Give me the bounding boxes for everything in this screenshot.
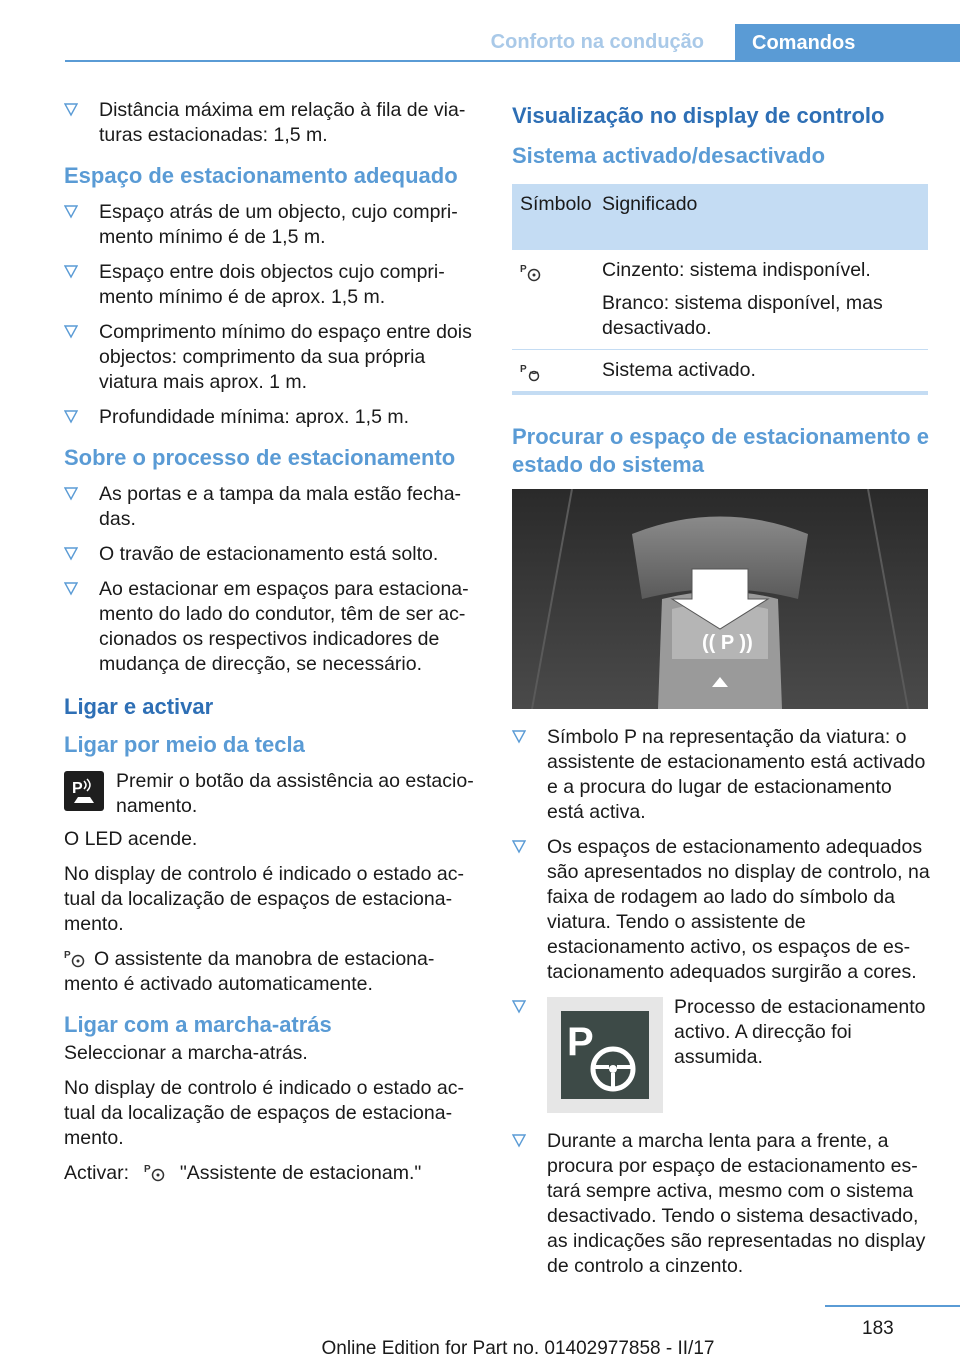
bullet-triangle-icon	[64, 103, 78, 117]
park-assist-inactive-icon	[520, 262, 542, 282]
park-assist-button-icon	[64, 771, 104, 811]
steering-takeover-icon	[547, 997, 663, 1113]
heading-switch-on: Ligar e activar	[64, 694, 214, 719]
list-item: Símbolo P na representação da viatura: o assistente de estacionamento está activado e a procura do lugar de estacionamento está activa.	[512, 725, 932, 825]
list-item: Espaço entre dois objectos cujo comprimento mínimo é de aprox. 1,5 m.	[64, 260, 479, 310]
list-item: As portas e a tampa da mala estão fechadas.	[64, 482, 479, 532]
svg-text:(( P )): (( P ))	[702, 632, 753, 654]
table-header	[512, 184, 928, 250]
bullet-triangle-icon	[64, 487, 78, 501]
activate-line: Activar: P "Assistente de estacionam."	[64, 1162, 422, 1184]
list-item: Espaço atrás de um objecto, cujo comprimento mínimo é de 1,5 m.	[64, 200, 479, 250]
svg-text:P: P	[520, 264, 527, 275]
page-number: 183	[862, 1318, 894, 1339]
display-text-2: No display de controlo é indicado o estado actual da localização de espaços de estacionamento.	[64, 1077, 465, 1149]
list-item: Os espaços de estacionamento adequados são apresentados no display de controlo, na faixa de rodagem ao lado do símbolo da viatura. Tendo o assistente de estacionamento activo, os espaços de estacionamento adequados surgirão a cores.	[512, 835, 932, 985]
park-assist-symbol-icon	[144, 1162, 166, 1182]
heading-suitable-space: Espaço de estacionamento adequado	[64, 163, 458, 188]
bullet-triangle-icon	[64, 582, 78, 596]
header-section: Conforto na condução	[490, 31, 704, 53]
page-number-rule	[825, 1305, 960, 1307]
parking-search-illustration	[512, 489, 928, 709]
led-text: O LED acende.	[64, 828, 198, 850]
auto-activation-text: P O assistente da manobra de estacionamento é activado automaticamente.	[64, 948, 435, 995]
heading-switch-button: Ligar por meio da tecla	[64, 732, 305, 757]
park-assist-active-icon	[520, 362, 542, 382]
list-item: Comprimento mínimo do espaço entre dois objectos: comprimento da sua própria viatura mais aprox. 1 m.	[64, 320, 479, 395]
svg-text:P: P	[567, 1020, 594, 1064]
bullet-triangle-icon	[64, 265, 78, 279]
list-item: Ao estacionar em espaços para estacionamento do lado do condutor, têm de ser accionados os respectivos indicadores de mudança de direcção, se necessário.	[64, 577, 479, 677]
bullet-triangle-icon	[512, 1134, 526, 1148]
left-column	[64, 98, 479, 1196]
heading-reverse-gear: Ligar com a marcha-atrás	[64, 1012, 332, 1037]
heading-search-status: Procurar o espaço de estacionamento e estado do sistema	[512, 424, 929, 477]
column-header-symbol: Símbolo	[520, 193, 592, 215]
column-header-meaning: Significado	[602, 193, 698, 215]
right-column	[512, 98, 932, 1289]
bullet-triangle-icon	[512, 730, 526, 744]
heading-control-display: Visualização no display de controlo	[512, 103, 885, 128]
header-rule	[65, 60, 960, 62]
svg-text:P: P	[72, 780, 83, 797]
display-text: No display de controlo é indicado o estado actual da localização de espaços de estacionamento.	[64, 863, 465, 935]
bullet-triangle-icon	[64, 410, 78, 424]
svg-text:P: P	[64, 950, 71, 961]
table-row: P Cinzento: sistema indisponível. Branco: sistema disponível, mas desactivado.	[512, 250, 928, 350]
list-item: Durante a marcha lenta para a frente, a procura por espaço de estacionamento estará sempre activa, mesmo com o sistema desactivado. Tendo o sistema desactivado, as indicações são representadas no display de controlo a cinzento.	[512, 1129, 932, 1279]
symbol-table	[512, 184, 928, 395]
button-instruction: P Premir o botão da assistência ao estacionamento.	[64, 769, 479, 819]
list-item: Distância máxima em relação à fila de viaturas estacionadas: 1,5 m.	[64, 98, 479, 148]
bullet-triangle-icon	[64, 547, 78, 561]
footer-edition: Online Edition for Part no. 01402977858 - II/17	[321, 1338, 715, 1359]
list-item: P Processo de estacionamento activo. A direcção foi assumida.	[512, 995, 932, 1113]
bullet-triangle-icon	[512, 840, 526, 854]
svg-text:P: P	[144, 1164, 152, 1175]
bullet-triangle-icon	[512, 1000, 526, 1019]
page-header	[0, 0, 960, 62]
list-item: O travão de estacionamento está solto.	[64, 542, 479, 567]
heading-system-status: Sistema activado/desactivado	[512, 143, 826, 168]
heading-parking-process: Sobre o processo de estacionamento	[64, 445, 456, 470]
reverse-text: Seleccionar a marcha-atrás.	[64, 1042, 308, 1064]
svg-text:P: P	[520, 364, 527, 375]
bullet-triangle-icon	[64, 205, 78, 219]
header-tab: Comandos	[735, 24, 960, 62]
table-row: P Sistema activado.	[520, 359, 756, 381]
park-assist-symbol-icon	[64, 948, 86, 968]
list-item: Profundidade mínima: aprox. 1,5 m.	[64, 405, 479, 430]
bullet-triangle-icon	[64, 325, 78, 339]
